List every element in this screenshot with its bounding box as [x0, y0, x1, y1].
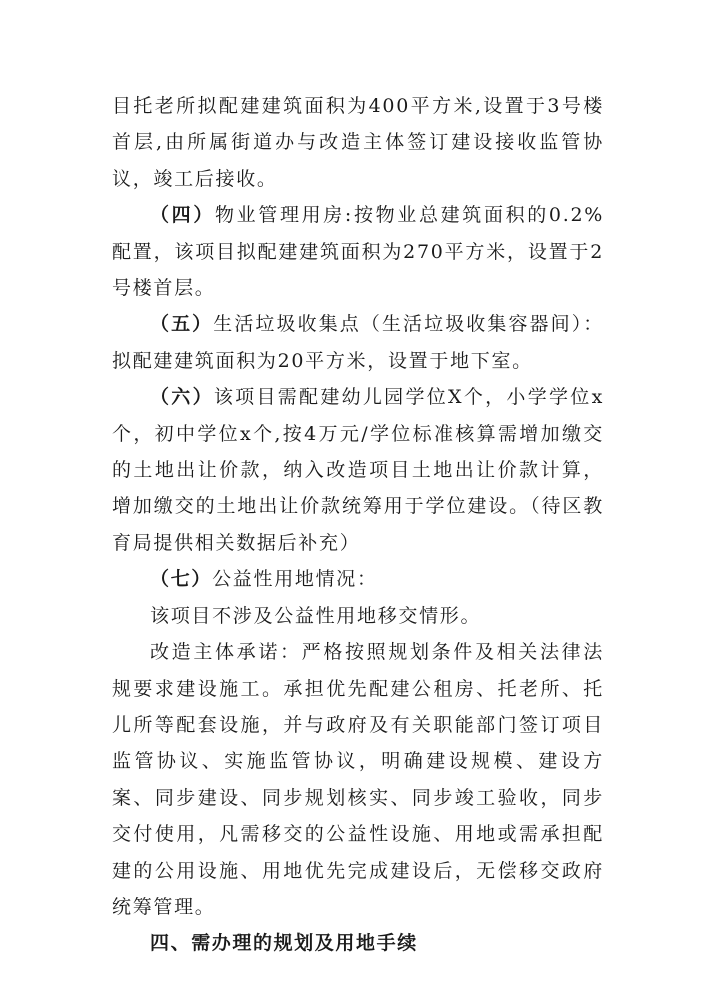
- paragraph-item-4: [112, 197, 604, 306]
- paragraph-continuation: [112, 88, 604, 197]
- paragraph-text: 该项目需配建幼儿园学位X个，小学学位x个，初中学位x个,按4万元/学位标准核算需增加缴交的土地出让价款，纳入改造项目土地出让价款计算，增加缴交的土地出让价款统筹用于学位建设。（待区教育局提供相关数据后补充）: [112, 386, 604, 554]
- paragraph-public-land: [112, 598, 604, 634]
- paragraph-item-7: [112, 561, 604, 597]
- item-label: （四）: [150, 204, 215, 227]
- paragraph-text: 目托老所拟配建建筑面积为400平方米,设置于3号楼首层,由所属街道办与改造主体签订建设接收监管协议，竣工后接收。: [112, 95, 604, 190]
- paragraph-item-5: [112, 306, 604, 379]
- section-heading: 四、需办理的规划及用地手续: [150, 932, 418, 955]
- paragraph-commitment: [112, 634, 604, 925]
- item-label: （五）: [150, 313, 214, 336]
- paragraph-text: 改造主体承诺：严格按照规划条件及相关法律法规要求建设施工。承担优先配建公租房、托老所、托儿所等配套设施，并与政府及有关职能部门签订项目监管协议、实施监管协议，明确建设规模、建设方案、同步建设、同步规划核实、同步竣工验收，同步交付使用，凡需移交的公益性设施、用地或需承担配建的公用设施、用地优先完成建设后，无偿移交政府统筹管理。: [112, 641, 604, 918]
- paragraph-text: 物业管理用房:按物业总建筑面积的0.2%配置，该项目拟配建建筑面积为270平方米，设置于2号楼首层。: [112, 204, 604, 300]
- paragraph-text: 公益性用地情况：: [212, 568, 378, 591]
- item-label: （六）: [150, 386, 214, 409]
- item-label: （七）: [150, 568, 213, 591]
- paragraph-text: 该项目不涉及公益性用地移交情形。: [150, 604, 482, 627]
- paragraph-text: 生活垃圾收集点（生活垃圾收集容器间）：拟配建建筑面积为20平方米，设置于地下室。: [112, 313, 604, 372]
- paragraph-item-6: [112, 379, 604, 561]
